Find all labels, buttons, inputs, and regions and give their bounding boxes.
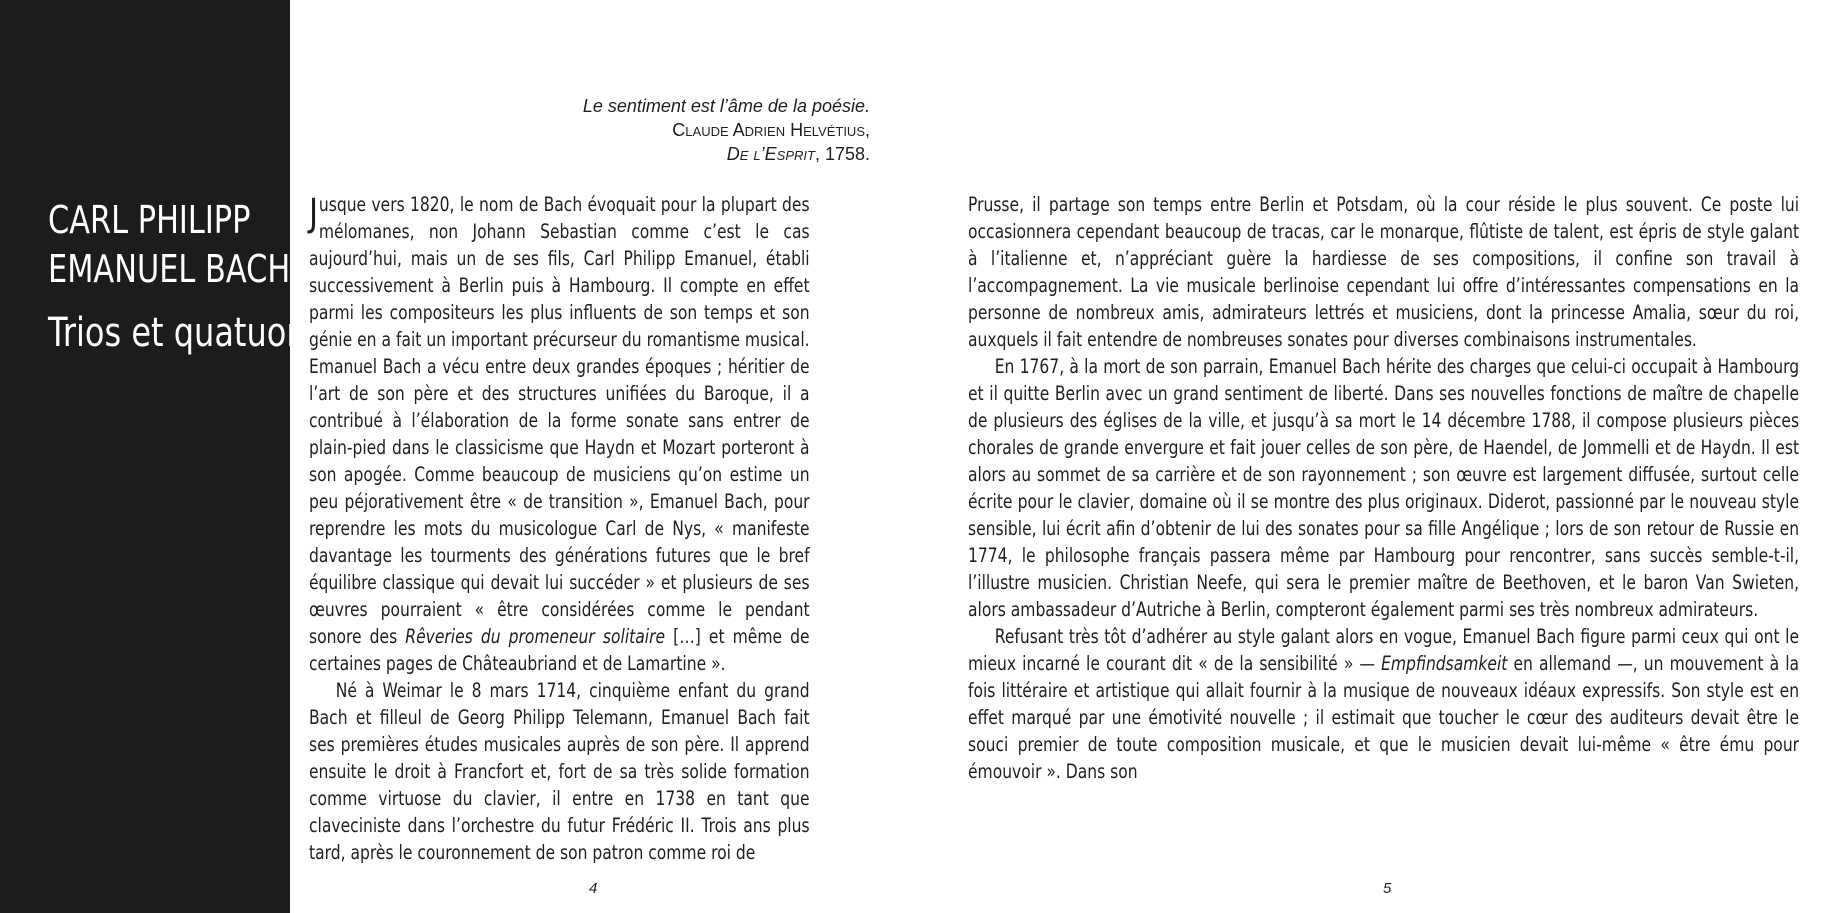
composer-name-line-2: EMANUEL BACH xyxy=(48,247,291,291)
epigraph-quote: Le sentiment est l’âme de la poésie. xyxy=(582,96,870,116)
foreign-term: Empfindsamkeit xyxy=(1381,652,1508,675)
paragraph: Prusse, il partage son temps entre Berlin et Potsdam, où la cour réside le plus souvent. Ce poste lui occasionnera cependant beaucoup de tracas, car le monarque, flûtiste de talent, est épris de style galant à l’italienne et, n’appréciant guère la hardiesse de ses compositions, il confine son travail à l’accompagnement. La vie musicale berlinoise cependant lui offre d’intéressantes compensations en la personne de nombreux amis, admirateurs lettrés et musiciens, dont la princesse Amalia, sœur du roi, auxquels il fait entendre de nombreuses sonates pour diverses combinaisons instrumentales. xyxy=(968,193,1800,351)
work-title: Rêveries du promeneur solitaire xyxy=(405,625,666,648)
paragraph-text: Refusant très tôt d’adhérer au style galant alors en vogue, Emanuel Bach figure parmi ceux qui ont le mieux incarné le courant dit « de la sensibilité » — xyxy=(968,625,1800,675)
epigraph-year: , 1758. xyxy=(814,144,870,164)
page-right-body xyxy=(968,191,1799,785)
epigraph-author: Claude Adrien Helvétius, xyxy=(672,120,870,140)
paragraph-text: usque vers 1820, le nom de Bach évoquait pour la plupart des mélomanes, non Johann Sebastian comme c’est le cas aujourd’hui, mais un de ses fils, Carl Philipp Emanuel, établi successivement à Berlin puis à Hambourg. Il compte en effet parmi les compositeurs les plus influents de son temps et son génie en a fait un important précurseur du romantisme musical. Emanuel Bach a vécu entre deux grandes époques ; héritier de l’art de son père et des structures unifiées du Baroque, il a contribué à l’élaboration de la forme sonate sans entrer de plain-pied dans le classicisme que Haydn et Mozart porteront à son apogée. Comme beaucoup de musiciens qu’on estime un peu péjorativement être « de transition », Emanuel Bach, pour reprendre les mots du musicologue Carl de Nys, « manifeste davantage les tourments des générations futures que le bref équilibre classique qui devait lui succéder » et plusieurs de ses œuvres pourraient « être considérées comme le pendant sonore des xyxy=(309,193,810,648)
paragraph: En 1767, à la mort de son parrain, Emanuel Bach hérite des charges que celui-ci occupait à Hambourg et il quitte Berlin avec un grand sentiment de liberté. Dans ses nouvelles fonctions de maître de chapelle de plusieurs des églises de la ville, et jusqu’à sa mort le 14 décembre 1788, il compose plusieurs pièces chorales de grande envergure et fait jouer celles de son père, de Haendel, de Jommelli et de Haydn. Il est alors au sommet de sa carrière et de son rayonnement ; son œuvre est largement diffusée, surtout celle écrite pour le clavier, domaine où il se montre des plus originaux. Diderot, passionné par le nouveau style sensible, lui écrit afin d’obtenir de lui des sonates pour sa fille Angélique ; lors de son retour de Russie en 1774, le philosophe français passera même par Hambourg pour rencontrer, sans succès semble-t-il, l’illustre musicien. Christian Neefe, qui sera le premier maître de Beethoven, et le baron Van Swieten, alors ambassadeur d’Autriche à Berlin, compteront également parmi ses très nombreux admirateurs. xyxy=(968,355,1800,621)
page-number-left: 4 xyxy=(589,880,598,897)
paragraph xyxy=(968,623,1799,785)
epigraph xyxy=(470,94,870,166)
paragraph: Né à Weimar le 8 mars 1714, cinquième enfant du grand Bach et filleul de Georg Philipp Telemann, Emanuel Bach fait ses premières études musicales auprès de son père. Il apprend ensuite le droit à Francfort et, fort de sa très solide formation comme virtuose du clavier, il entre en 1738 en tant que claveciniste dans l’orchestre du futur Frédéric II. Trois ans plus tard, après le couronnement de son patron comme roi de xyxy=(309,679,810,864)
epigraph-work: De l’Esprit xyxy=(726,144,815,164)
title-sidebar xyxy=(0,0,317,913)
drop-cap: J xyxy=(309,191,319,235)
composer-name-line-1: CARL PHILIPP xyxy=(48,198,251,242)
paragraph-text: […] et même de certaines pages de Châteaubriand et de Lamartine ». xyxy=(309,625,810,675)
page-number-right: 5 xyxy=(1383,880,1392,897)
paragraph-text: en allemand —, un mouvement à la fois littéraire et artistique qui allait fournir à la musique de nouveaux idéaux expressifs. Son style est en effet marqué par une émotivité nouvelle ; il estimait que toucher le cœur des auditeurs devait être le souci premier de toute composition musicale, et que le musicien devait lui-même « être ému pour émouvoir ». Dans son xyxy=(968,652,1800,783)
paragraph xyxy=(309,191,810,677)
epigraph-source xyxy=(470,142,870,166)
page-left-body xyxy=(309,191,810,866)
booklet-subtitle: Trios et quatuors xyxy=(48,310,317,356)
composer-name xyxy=(48,196,290,294)
